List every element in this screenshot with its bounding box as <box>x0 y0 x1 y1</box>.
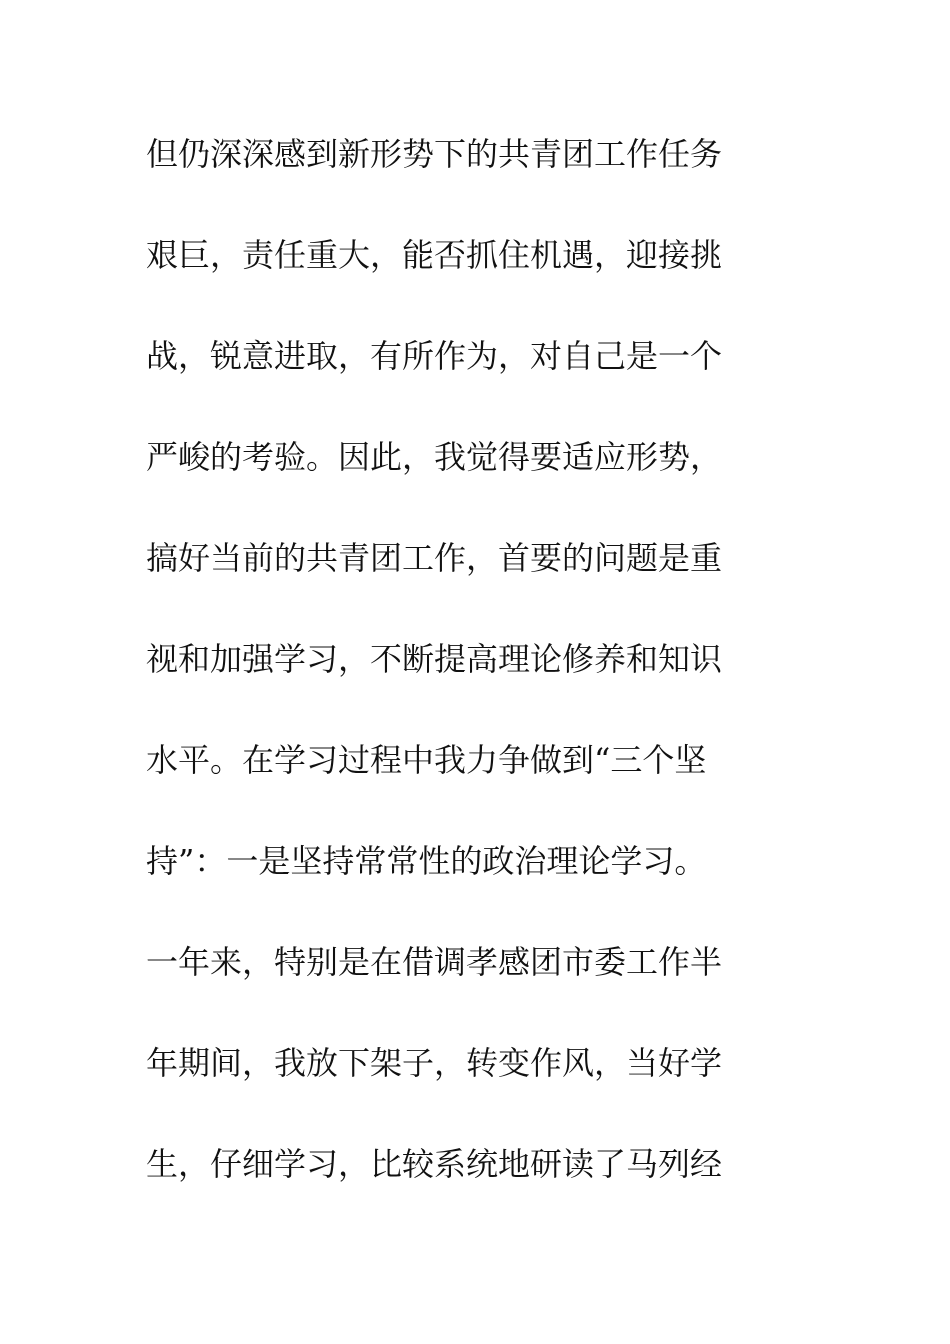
text-line-7: 水平。在学习过程中我力争做到“三个坚 <box>146 741 707 779</box>
text-line-8: 持”：一是坚持常常性的政治理论学习。 <box>146 842 707 880</box>
text-line-6: 视和加强学习，不断提高理论修养和知识 <box>146 640 723 678</box>
text-line-11: 生，仔细学习，比较系统地研读了马列经 <box>146 1145 723 1183</box>
text-line-2: 艰巨，责任重大，能否抓住机遇，迎接挑 <box>146 236 723 274</box>
text-line-4: 严峻的考验。因此，我觉得要适应形势， <box>146 438 723 476</box>
text-line-1: 但仍深深感到新形势下的共青团工作任务 <box>146 135 723 173</box>
text-line-9: 一年来，特别是在借调孝感团市委工作半 <box>146 943 723 981</box>
text-line-10: 年期间，我放下架子，转变作风，当好学 <box>146 1044 723 1082</box>
text-line-5: 搞好当前的共青团工作，首要的问题是重 <box>146 539 723 577</box>
text-line-3: 战，锐意进取，有所作为，对自己是一个 <box>146 337 723 375</box>
body-text <box>146 124 806 1235</box>
